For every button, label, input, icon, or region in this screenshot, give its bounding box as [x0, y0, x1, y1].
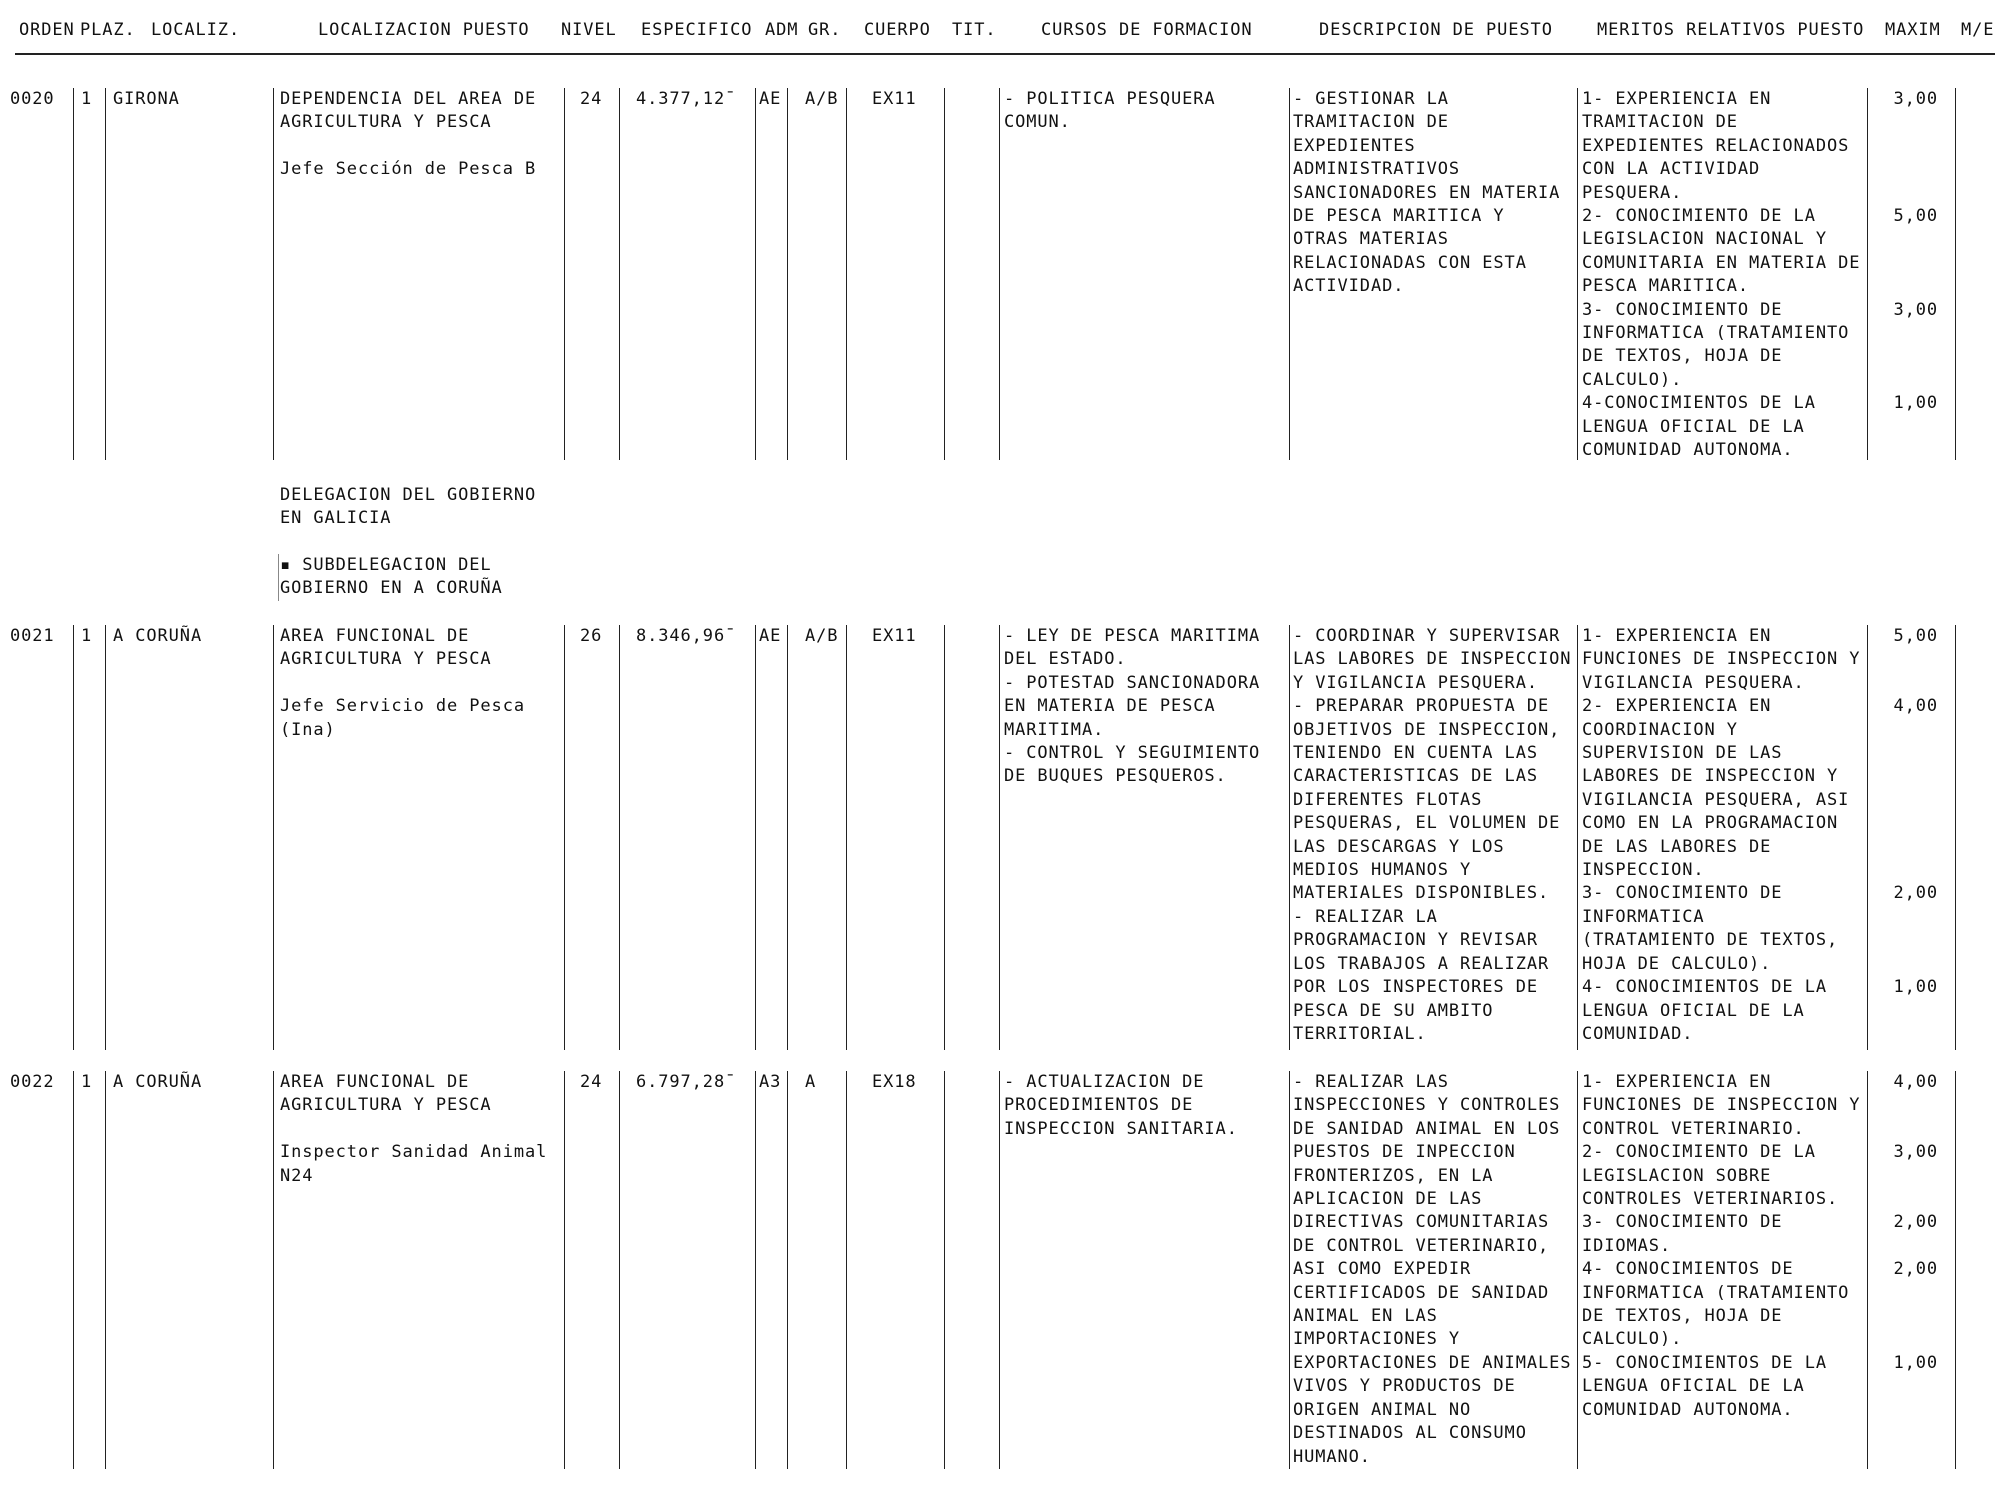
column-rule — [564, 625, 565, 1050]
merito-text: 2- CONOCIMIENTO DE LA LEGISLACION SOBRE CONTROLES VETERINARIOS. — [1582, 1142, 1839, 1210]
column-rule — [273, 625, 274, 1050]
localidad-cell: GIRONA — [113, 89, 180, 109]
merito-max: 1,00 — [1893, 1352, 1938, 1373]
merito-text: 5- CONOCIMIENTOS DE LA LENGUA OFICIAL DE LA COMUNIDAD AUTONOMA. — [1582, 1352, 1827, 1420]
merito-text: 3- CONOCIMIENTO DE INFORMATICA (TRATAMIENTO DE TEXTOS, HOJA DE CALCULO). — [1582, 883, 1839, 974]
adm-cell: AE — [759, 89, 782, 109]
merito-text: 3- CONOCIMIENTO DE INFORMATICA (TRATAMIENTO DE TEXTOS, HOJA DE CALCULO). — [1582, 299, 1850, 390]
column-rule — [73, 625, 74, 1050]
merito-text: 1- EXPERIENCIA EN FUNCIONES DE INSPECCION Y CONTROL VETERINARIO. — [1582, 1072, 1861, 1139]
nivel-cell: 24 — [580, 89, 603, 109]
column-rule — [755, 625, 756, 1050]
localizacion-puesto-cell: AREA FUNCIONAL DE AGRICULTURA Y PESCA Inspector Sanidad Animal N24 — [280, 1072, 548, 1186]
merito-item — [1582, 1352, 1938, 1422]
column-rule — [999, 1071, 1000, 1469]
table-row — [0, 88, 2000, 460]
column-rule — [73, 1071, 74, 1469]
header-adm: ADM — [765, 20, 799, 40]
merito-item — [1582, 625, 1938, 695]
cuerpo-cell: EX11 — [872, 626, 917, 646]
merito-item — [1582, 976, 1938, 1046]
cursos-cell: - POLITICA PESQUERA COMUN. — [1004, 89, 1216, 133]
localizacion-puesto-cell: DEPENDENCIA DEL AREA DE AGRICULTURA Y PESCA Jefe Sección de Pesca B — [280, 89, 537, 180]
column-rule — [619, 625, 620, 1050]
merito-max: 2,00 — [1893, 883, 1938, 904]
merito-item — [1582, 205, 1938, 299]
column-rule — [73, 88, 74, 460]
merito-text: 2- CONOCIMIENTO DE LA LEGISLACION NACIONAL Y COMUNITARIA EN MATERIA DE PESCA MARITICA. — [1582, 206, 1861, 297]
merito-max: 5,00 — [1893, 626, 1938, 646]
column-rule — [1577, 625, 1578, 1050]
column-rule — [1577, 1071, 1578, 1469]
merito-max: 4,00 — [1893, 1072, 1938, 1092]
header-localidad: LOCALIZ. — [151, 20, 241, 40]
merito-item — [1582, 299, 1938, 393]
cuerpo-cell: EX11 — [872, 89, 917, 109]
section-subdelegacion: ▪ SUBDELEGACION DEL GOBIERNO EN A CORUÑA — [278, 554, 503, 601]
localidad-cell: A CORUÑA — [113, 1072, 203, 1092]
merito-item — [1582, 1071, 1938, 1141]
column-rule — [1289, 625, 1290, 1050]
header-maxim: MAXIM — [1885, 20, 1941, 40]
merito-max: 2,00 — [1893, 1212, 1938, 1233]
column-rule — [1577, 88, 1578, 460]
column-rule — [1955, 625, 1956, 1050]
merito-text: 1- EXPERIENCIA EN FUNCIONES DE INSPECCION Y VIGILANCIA PESQUERA. — [1582, 626, 1861, 693]
grupo-cell: A — [805, 1072, 817, 1092]
merito-text: 4- CONOCIMIENTOS DE INFORMATICA (TRATAMIENTO DE TEXTOS, HOJA DE CALCULO). — [1582, 1259, 1850, 1350]
adm-cell: AE — [759, 626, 782, 646]
header-descripcion: DESCRIPCION DE PUESTO — [1319, 20, 1553, 40]
localizacion-puesto-cell: AREA FUNCIONAL DE AGRICULTURA Y PESCA Jefe Servicio de Pesca (Ina) — [280, 626, 525, 740]
merito-item — [1582, 882, 1938, 976]
column-rule — [944, 1071, 945, 1469]
column-rule — [944, 625, 945, 1050]
orden-cell: 0021 — [10, 626, 55, 646]
column-rule — [1955, 1071, 1956, 1469]
column-rule — [846, 88, 847, 460]
nivel-cell: 24 — [580, 1072, 603, 1092]
merito-max: 1,00 — [1893, 393, 1938, 414]
merito-max: 5,00 — [1893, 206, 1938, 227]
header-divider — [15, 53, 1995, 55]
merito-text: 4-CONOCIMIENTOS DE LA LENGUA OFICIAL DE LA COMUNIDAD AUTONOMA. — [1582, 393, 1816, 461]
merito-text: 1- EXPERIENCIA EN TRAMITACION DE EXPEDIENTES RELACIONADOS CON LA ACTIVIDAD PESQUERA. — [1582, 89, 1850, 203]
header-orden: ORDEN — [19, 20, 75, 40]
merito-item — [1582, 1141, 1938, 1211]
merito-max: 1,00 — [1893, 977, 1938, 998]
meritos-cell — [1582, 625, 1938, 1046]
merito-max: 3,00 — [1893, 1142, 1938, 1163]
column-rule — [846, 1071, 847, 1469]
column-rule — [105, 625, 106, 1050]
cursos-cell: - ACTUALIZACION DE PROCEDIMIENTOS DE INSPECCION SANITARIA. — [1004, 1072, 1238, 1139]
especifico-cell: 8.346,96¯ — [636, 626, 737, 646]
column-rule — [619, 1071, 620, 1469]
nivel-cell: 26 — [580, 626, 603, 646]
merito-max: 3,00 — [1893, 89, 1938, 109]
plazas-cell: 1 — [81, 89, 93, 109]
plazas-cell: 1 — [81, 626, 93, 646]
column-rule — [273, 88, 274, 460]
meritos-cell — [1582, 88, 1938, 463]
column-rule — [846, 625, 847, 1050]
meritos-cell — [1582, 1071, 1938, 1422]
header-nivel: NIVEL — [561, 20, 617, 40]
merito-max: 2,00 — [1893, 1259, 1938, 1280]
header-cuerpo: CUERPO — [864, 20, 931, 40]
localidad-cell: A CORUÑA — [113, 626, 203, 646]
column-rule — [564, 1071, 565, 1469]
merito-item — [1582, 1258, 1938, 1352]
grupo-cell: A/B — [805, 626, 839, 646]
orden-cell: 0020 — [10, 89, 55, 109]
plazas-cell: 1 — [81, 1072, 93, 1092]
merito-text: 4- CONOCIMIENTOS DE LA LENGUA OFICIAL DE LA COMUNIDAD. — [1582, 977, 1827, 1044]
table-row — [0, 625, 2000, 1050]
column-rule — [273, 1071, 274, 1469]
column-rule — [787, 625, 788, 1050]
column-rule — [619, 88, 620, 460]
cuerpo-cell: EX18 — [872, 1072, 917, 1092]
column-rule — [1289, 1071, 1290, 1469]
merito-item — [1582, 1211, 1938, 1258]
column-rule — [105, 88, 106, 460]
column-rule — [999, 625, 1000, 1050]
grupo-cell: A/B — [805, 89, 839, 109]
especifico-cell: 4.377,12¯ — [636, 89, 737, 109]
especifico-cell: 6.797,28¯ — [636, 1072, 737, 1092]
column-rule — [564, 88, 565, 460]
section-delegacion: DELEGACION DEL GOBIERNO EN GALICIA — [280, 485, 537, 529]
adm-cell: A3 — [759, 1072, 782, 1092]
header-titulacion: TIT. — [952, 20, 997, 40]
column-rule — [944, 88, 945, 460]
header-grupo: GR. — [808, 20, 842, 40]
descripcion-cell: - REALIZAR LAS INSPECCIONES Y CONTROLES DE SANIDAD ANIMAL EN LOS PUESTOS DE INPECCION FRONTERIZOS, EN LA APLICACION DE LAS DIRECTIVAS COMUNITARIAS DE CONTROL VETERINARIO, ASI COMO EXPEDIR CERTIFICADOS DE SANIDAD ANIMAL EN LAS IMPORTACIONES Y EXPORTACIONES DE ANIMALES VIVOS Y PRODUCTOS DE ORIGEN ANIMAL NO DESTINADOS AL CONSUMO HUMANO. — [1293, 1072, 1572, 1467]
merito-item — [1582, 392, 1938, 462]
column-rule — [787, 1071, 788, 1469]
column-rule — [1289, 88, 1290, 460]
table-row — [0, 1071, 2000, 1469]
descripcion-cell: - GESTIONAR LA TRAMITACION DE EXPEDIENTES ADMINISTRATIVOS SANCIONADORES EN MATERIA DE PESCA MARITICA Y OTRAS MATERIAS RELACIONADAS CON ESTA ACTIVIDAD. — [1293, 89, 1561, 297]
column-rule — [755, 88, 756, 460]
orden-cell: 0022 — [10, 1072, 55, 1092]
merito-item — [1582, 695, 1938, 882]
header-cursos: CURSOS DE FORMACION — [1041, 20, 1253, 40]
merito-text: 3- CONOCIMIENTO DE IDIOMAS. — [1582, 1212, 1783, 1256]
header-especifico: ESPECIFICO — [641, 20, 753, 40]
column-rule — [755, 1071, 756, 1469]
merito-max: 3,00 — [1893, 299, 1938, 320]
header-plazas: PLAZ. — [80, 20, 136, 40]
merito-item — [1582, 88, 1938, 205]
column-rule — [105, 1071, 106, 1469]
header-localizacion-puesto: LOCALIZACION PUESTO — [318, 20, 530, 40]
column-rule — [999, 88, 1000, 460]
header-me: M/E — [1961, 20, 1995, 40]
cursos-cell: - LEY DE PESCA MARITIMA DEL ESTADO. - POTESTAD SANCIONADORA EN MATERIA DE PESCA MARITIMA. - CONTROL Y SEGUIMIENTO DE BUQUES PESQUEROS. — [1004, 626, 1261, 787]
merito-text: 2- EXPERIENCIA EN COORDINACION Y SUPERVISION DE LAS LABORES DE INSPECCION Y VIGILANCIA PESQUERA, ASI COMO EN LA PROGRAMACION DE LAS LABORES DE INSPECCION. — [1582, 696, 1850, 881]
merito-max: 4,00 — [1893, 696, 1938, 717]
column-rule — [787, 88, 788, 460]
descripcion-cell: - COORDINAR Y SUPERVISAR LAS LABORES DE INSPECCION Y VIGILANCIA PESQUERA. - PREPARAR PROPUESTA DE OBJETIVOS DE INSPECCION, TENIENDO EN CUENTA LAS CARACTERISTICAS DE LAS DIFERENTES FLOTAS PESQUERAS, EL VOLUMEN DE LAS DESCARGAS Y LOS MEDIOS HUMANOS Y MATERIALES DISPONIBLES. - REALIZAR LA PROGRAMACION Y REVISAR LOS TRABAJOS A REALIZAR POR LOS INSPECTORES DE PESCA DE SU AMBITO TERRITORIAL. — [1293, 626, 1572, 1044]
column-rule — [1955, 88, 1956, 460]
header-meritos: MERITOS RELATIVOS PUESTO — [1597, 20, 1865, 40]
